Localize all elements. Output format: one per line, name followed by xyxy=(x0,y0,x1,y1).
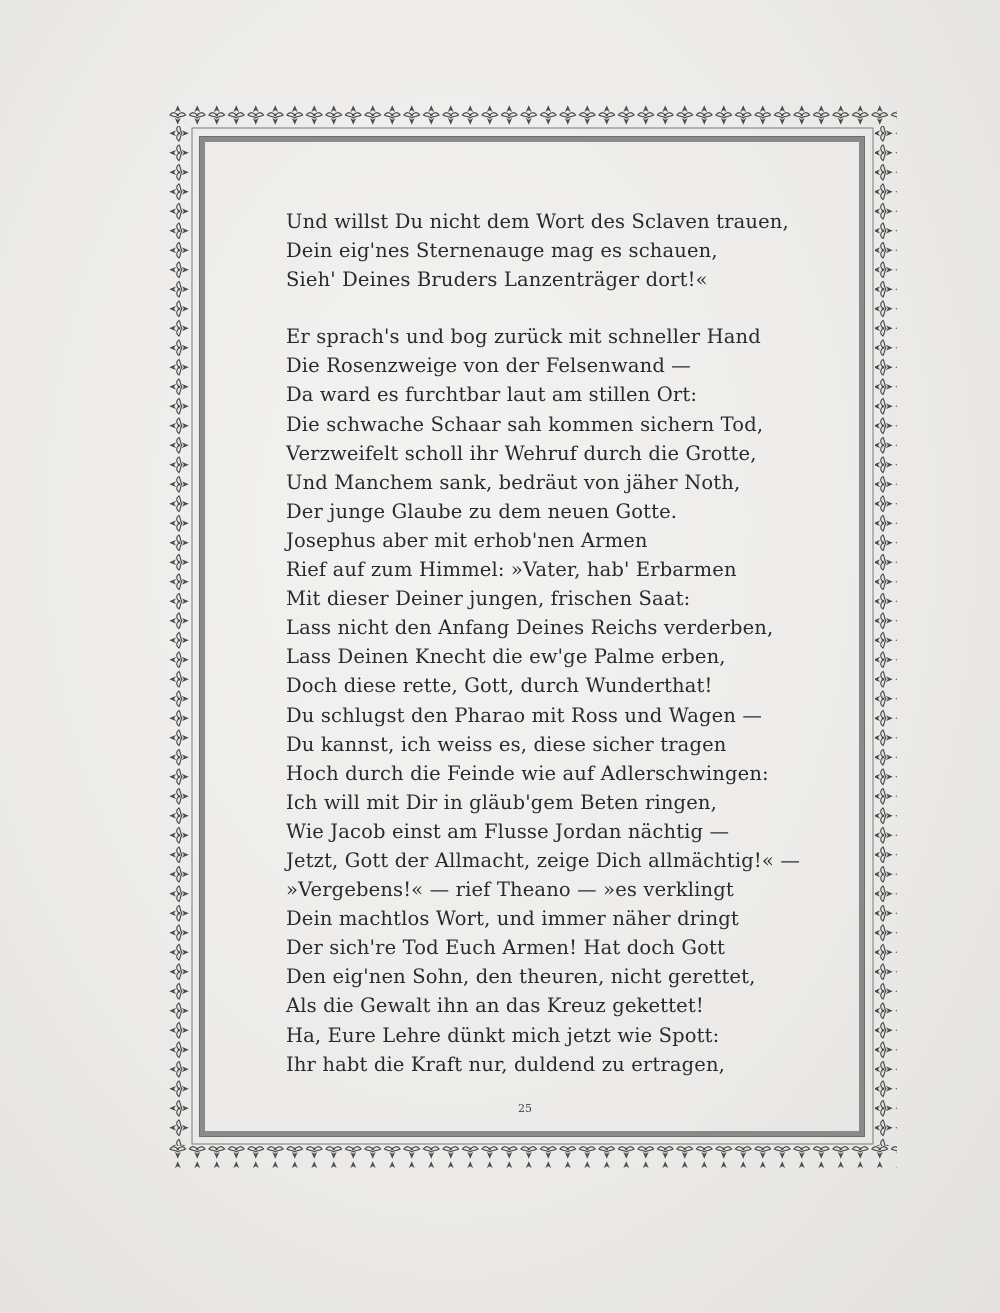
verse-line: Ha, Eure Lehre dünkt mich jetzt wie Spott: xyxy=(286,1023,720,1047)
verse-line: Lass nicht den Anfang Deines Reichs verderben, xyxy=(286,616,774,640)
verse-line: Rief auf zum Himmel: »Vater, hab' Erbarmen xyxy=(286,558,737,582)
verse-line: Ihr habt die Kraft nur, duldend zu ertragen, xyxy=(286,1052,725,1076)
top-ornament-band xyxy=(168,104,897,126)
verse-line: Er sprach's und bog zurück mit schneller Hand xyxy=(286,325,761,349)
verse-line: Dein machtlos Wort, und immer näher dringt xyxy=(286,907,739,931)
verse-line: Als die Gewalt ihn an das Kreuz gekettet! xyxy=(286,994,704,1018)
verse-line: Die schwache Schaar sah kommen sichern Tod, xyxy=(286,412,764,436)
verse-line: Jetzt, Gott der Allmacht, zeige Dich allmächtig!« — xyxy=(286,848,801,872)
verse-line: Die Rosenzweige von der Felsenwand — xyxy=(286,354,691,378)
poem-text xyxy=(286,207,826,1079)
verse-line: Verzweifelt scholl ihr Wehruf durch die Grotte, xyxy=(286,441,757,465)
left-ornament-band xyxy=(168,126,190,1146)
verse-line: Du schlugst den Pharao mit Ross und Wagen — xyxy=(286,703,763,727)
verse-line: Doch diese rette, Gott, durch Wunderthat! xyxy=(286,674,713,698)
verse-line: Josephus aber mit erhob'nen Armen xyxy=(286,528,648,552)
verse-line: Lass Deinen Knecht die ew'ge Palme erben, xyxy=(286,645,726,669)
stanza xyxy=(286,207,826,294)
verse-line: Sieh' Deines Bruders Lanzenträger dort!« xyxy=(286,268,708,292)
verse-line: Den eig'nen Sohn, den theuren, nicht gerettet, xyxy=(286,965,756,989)
right-ornament-band xyxy=(875,126,897,1146)
verse-line: Der sich're Tod Euch Armen! Hat doch Gott xyxy=(286,936,725,960)
verse-line: Und willst Du nicht dem Wort des Sclaven trauen, xyxy=(286,210,789,233)
verse-line: Wie Jacob einst am Flusse Jordan nächtig — xyxy=(286,819,730,843)
verse-line: Du kannst, ich weiss es, diese sicher tragen xyxy=(286,732,727,756)
verse-line: »Vergebens!« — rief Theano — »es verklingt xyxy=(286,878,734,902)
verse-line: Und Manchem sank, bedräut von jäher Noth, xyxy=(286,470,741,494)
verse-line: Da ward es furchtbar laut am stillen Ort: xyxy=(286,383,698,407)
verse-line: Ich will mit Dir in gläub'gem Beten ringen, xyxy=(286,790,717,814)
page-number: 25 xyxy=(518,1102,532,1115)
verse-line: Mit dieser Deiner jungen, frischen Saat: xyxy=(286,587,691,611)
stanza xyxy=(286,322,826,1078)
verse-line: Dein eig'nes Sternenauge mag es schauen, xyxy=(286,239,718,263)
verse-line: Der junge Glaube zu dem neuen Gotte. xyxy=(286,499,678,523)
verse-line: Hoch durch die Feinde wie auf Adlerschwingen: xyxy=(286,761,769,785)
bottom-ornament-band xyxy=(168,1146,897,1168)
